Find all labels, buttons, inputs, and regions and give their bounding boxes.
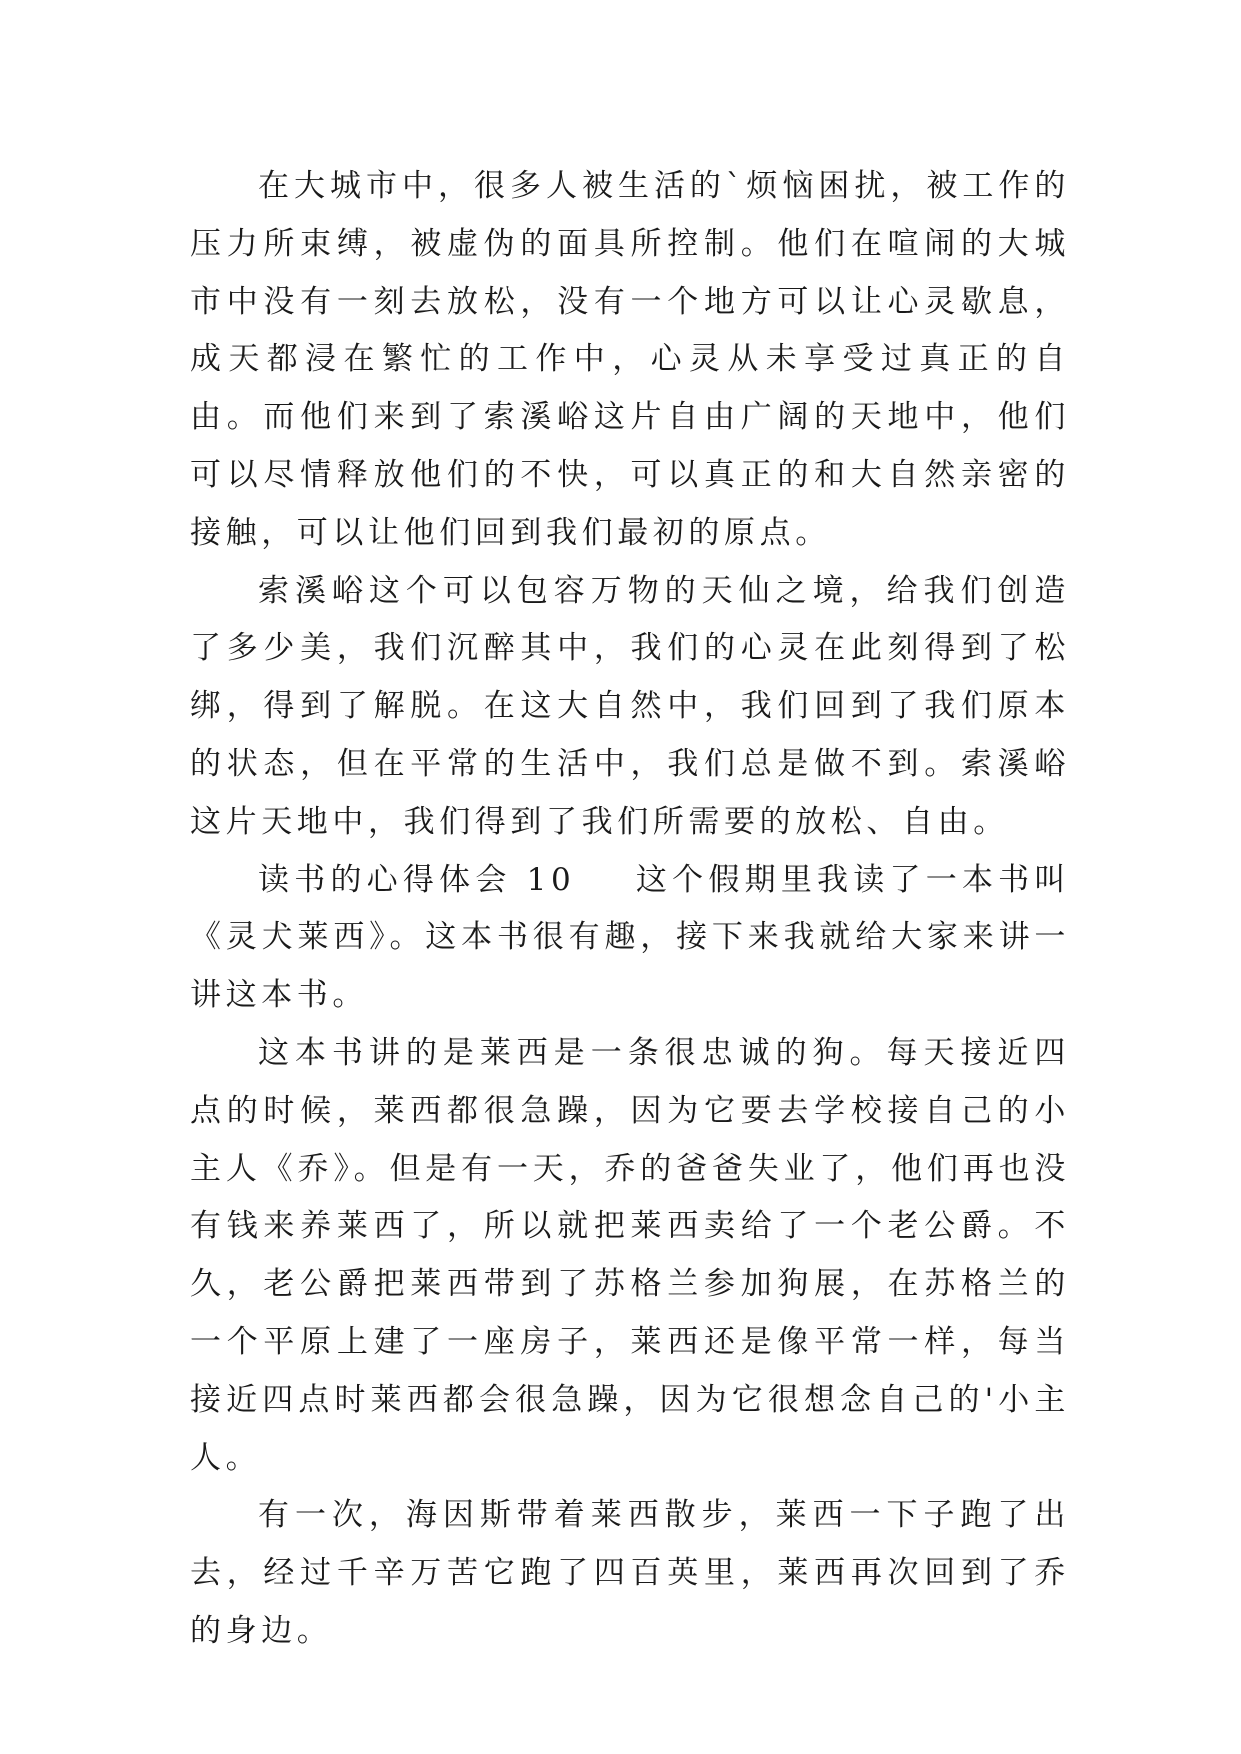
paragraph-return: 有一次，海因斯带着莱西散步，莱西一下子跑了出去，经过千辛万苦它跑了四百英里，莱西再次回到了乔的身边。 (190, 1497, 1070, 1649)
paragraph-city-life: 在大城市中，很多人被生活的`烦恼困扰，被工作的压力所束缚，被虚伪的面具所控制。他们在喧闹的大城市中没有一刻去放松，没有一个地方可以让心灵歇息，成天都浸在繁忙的工作中，心灵从未享受过真正的自由。而他们来到了索溪峪这片自由广阔的天地中，他们可以尽情释放他们的不快，可以真正的和大自然亲密的接触，可以让他们回到我们最初的原点。 (190, 168, 1070, 551)
section-heading: 读书的心得体会 10 (258, 861, 576, 898)
paragraph-story: 这本书讲的是莱西是一条很忠诚的狗。每天接近四点的时候，莱西都很急躁，因为它要去学校接自己的小主人《乔》。但是有一天，乔的爸爸失业了，他们再也没有钱来养莱西了，所以就把莱西卖给了一个老公爵。不久，老公爵把莱西带到了苏格兰参加狗展，在苏格兰的一个平原上建了一座房子，莱西还是像平常一样，每当接近四点时莱西都会很急躁，因为它很想念自己的'小主人。 (190, 1034, 1070, 1476)
section-heading-line (190, 852, 1070, 1025)
paragraph-suoxiyu: 索溪峪这个可以包容万物的天仙之境，给我们创造了多少美，我们沉醉其中，我们的心灵在此刻得到了松绑，得到了解脱。在这大自然中，我们回到了我们原本的状态，但在平常的生活中，我们总是做不到。索溪峪这片天地中，我们得到了我们所需要的放松、自由。 (190, 572, 1070, 840)
section-intro: 这个假期里我读了一本书叫《灵犬莱西》。这本书很有趣，接下来我就给大家来讲一讲这本书。 (190, 861, 1070, 1014)
document-body (190, 158, 1070, 1661)
